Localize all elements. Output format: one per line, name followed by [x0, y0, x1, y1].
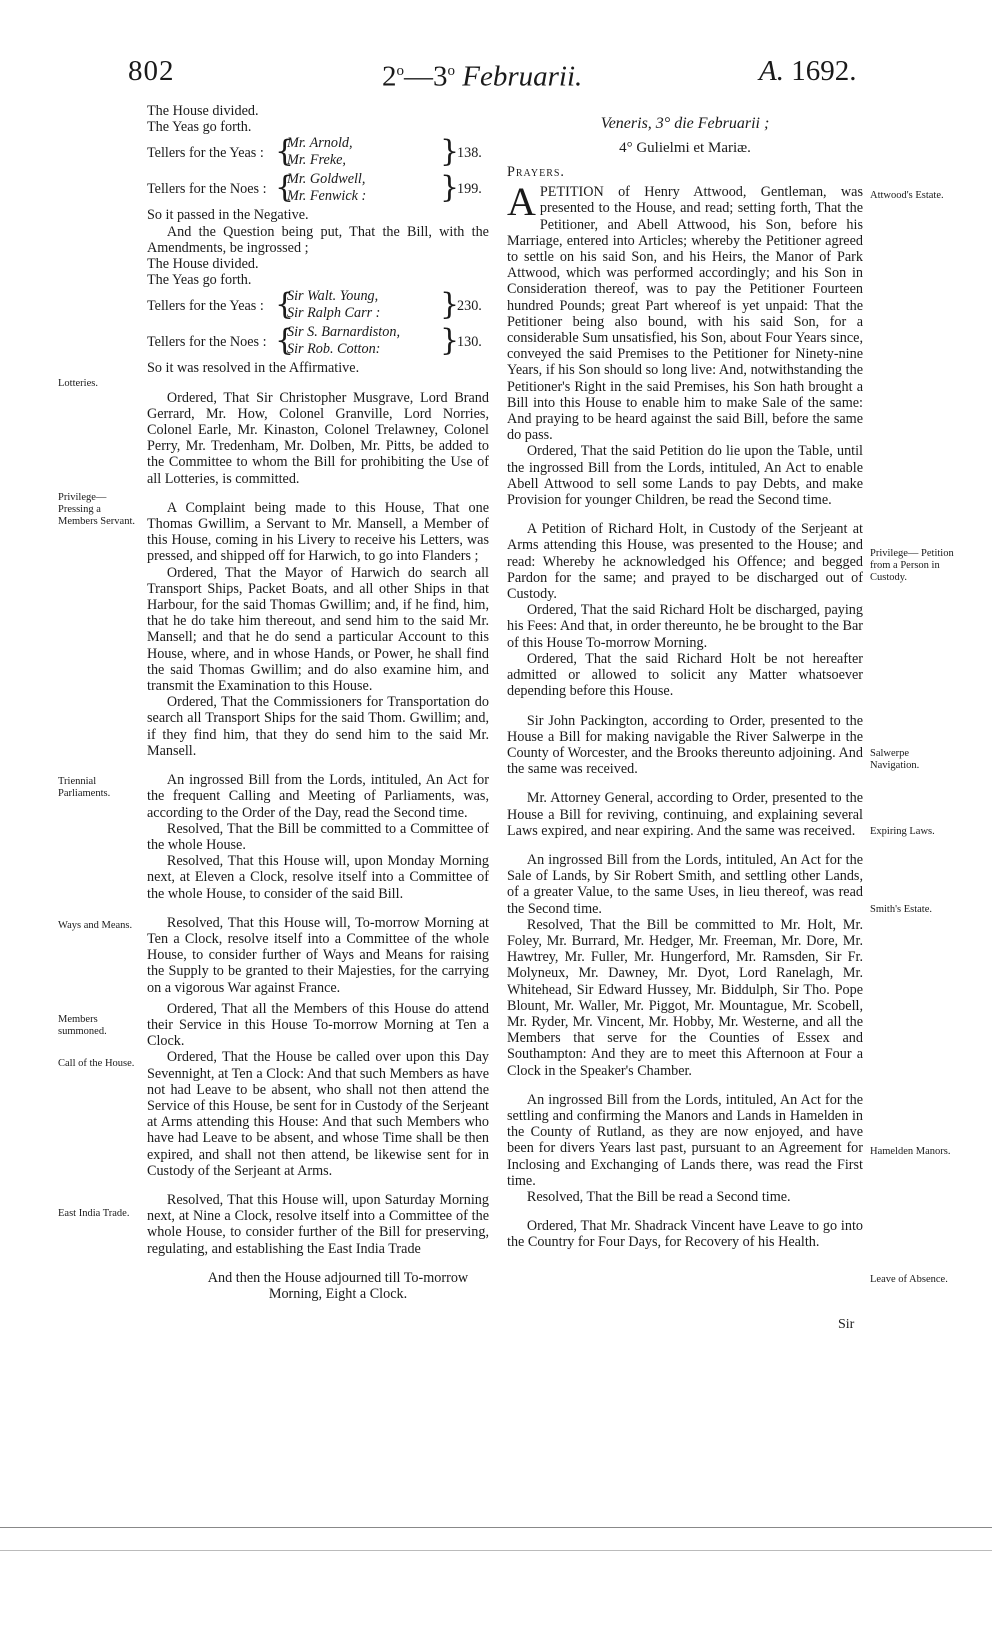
reign-heading: 4° Gulielmi et Mariæ.: [619, 140, 751, 156]
vote-count: 199.: [457, 181, 482, 198]
attwood-order-para: Ordered, That the said Petition do lie upon the Table, until the ingrossed Bill from the Lords, intituled, An Act to enable Abell Attwood to sell some Lands to pay Debts, and make Provision for younger Children, be read the Second time.: [507, 443, 863, 509]
margin-note-lotteries: Lotteries.: [58, 378, 98, 389]
question-para: And the Question being put, That the Bill, with the Amendments, be ingrossed ;: [147, 223, 489, 256]
margin-note-privilege: Privilege— Pressing a Members Servant.: [58, 492, 135, 527]
ways-means-para: Resolved, That this House will, To-morrow Morning at Ten a Clock, resolve itself into a Committee of the whole House, to consider further of Ways and Means for raising the Supply to be granted to their Majesties, for the carrying on a vigorous War against France.: [147, 914, 489, 996]
east-india-para: Resolved, That this House will, upon Saturday Morning next, at Nine a Clock, resolve itself into a Committee of the whole House, to consider further of the Bill for preserving, regulating, and establishing the East India Trade: [147, 1191, 489, 1257]
triennial-para: An ingrossed Bill from the Lords, intituled, An Act for the frequent Calling and Meeting of Parliaments, was, according to the Order of the Day, read the Second time.: [147, 772, 489, 821]
right-brace: }: [440, 134, 460, 170]
commissioners-order-para: Ordered, That the Commissioners for Transportation do search all Transport Ships for the said Thom. Gwillim; and, if they find him, that they do send him to the said Mr. Mansell.: [147, 694, 489, 759]
tellers-label: Tellers for the Yeas :: [147, 145, 264, 162]
vote-count: 130.: [457, 334, 482, 351]
catchword: Sir: [838, 1317, 855, 1332]
right-brace: }: [440, 323, 460, 359]
right-brace: }: [440, 170, 460, 206]
vincent-leave-para: Ordered, That Mr. Shadrack Vincent have Leave to go into the Country for Four Days, for Recovery of his Health.: [507, 1218, 863, 1251]
adjourn-para: And then the House adjourned till To-morrow Morning, Eight a Clock.: [207, 1269, 469, 1302]
running-year: [759, 54, 856, 88]
margin-note-call: Call of the House.: [58, 1058, 135, 1069]
right-column: [507, 114, 863, 1251]
date-end-sup: o: [447, 63, 455, 79]
lotteries-para: Ordered, That Sir Christopher Musgrave, Lord Brand Gerrard, Mr. How, Colonel Granville, Lord Norries, Colonel Earle, Mr. Kinaston, Colonel Trelawney, Colonel Perry, Mr. Tredenham, Mr. Dolben, Mr. Pitts, be added to the Committee to whom the Bill for prohibiting the Use of all Lotteries, is committed.: [147, 389, 489, 487]
margin-note-members: Members summoned.: [58, 1014, 107, 1037]
teller-name: Sir Walt. Young,: [287, 288, 379, 305]
hamelden-para: An ingrossed Bill from the Lords, intituled, An Act for the settling and confirming the Manors and Lands in Hamelden in the County of Rutland, as they are now enjoyed, and have been for divers Years last past, pursuant to an Agreement for Inclosing and Exchanging of Lands there, was read the First time.: [507, 1091, 863, 1189]
margin-note-privilege-person: Privilege— Petition from a Person in Custody.: [870, 548, 954, 583]
margin-note-smith: Smith's Estate.: [870, 904, 932, 915]
left-brace: {: [275, 323, 295, 359]
right-brace: }: [440, 287, 460, 323]
vote-count: 230.: [457, 298, 482, 315]
margin-note-east-india: East India Trade.: [58, 1208, 130, 1219]
left-column: [147, 103, 489, 1302]
holt-petition-para: A Petition of Richard Holt, in Custody of the Serjeant at Arms attending this House, was presented to the House; and read: Whereby he acknowledged his Offence; and begged Pardon for the same; and prayed to be discharged out of Custody.: [507, 521, 863, 603]
year-letter: A.: [759, 55, 784, 87]
monday-para: Resolved, That this House will, upon Monday Morning next, at Eleven a Clock, resolve itself into a Committee of the whole House, to consider of the said Bill.: [147, 853, 489, 902]
hamelden-second-para: Resolved, That the Bill be read a Second time.: [526, 1188, 791, 1205]
division-note: The House divided.: [147, 103, 259, 119]
teller-name: Sir Rob. Cotton:: [287, 341, 381, 358]
mayor-order-para: Ordered, That the Mayor of Harwich do search all Transport Ships, Packet Boats, and all other Ships in that Harbour, for the said Thomas Gwillim; and, if he find, him, that he do take him thereout, and send him to the said Mr. Mansell; and that he do send a particular Account to this House, where, and in whose Hands, or Power, he shall find the said Thomas Gwillim; and do also examine him, and transmit the Examination to this House.: [147, 564, 489, 695]
members-summoned-para: Ordered, That all the Members of this House do attend their Service in this House To-morrow Morning at Ten a Clock.: [147, 1000, 489, 1050]
yeas-note: The Yeas go forth.: [147, 272, 252, 289]
tellers-noes-2: [147, 324, 489, 360]
teller-name: Mr. Freke,: [287, 152, 346, 169]
margin-note-expiring: Expiring Laws.: [870, 826, 935, 837]
left-brace: {: [275, 170, 295, 206]
margin-note-triennial: Triennial Parliaments.: [58, 776, 111, 799]
tellers-label: Tellers for the Noes :: [147, 181, 267, 198]
salwerpe-para: Sir John Packington, according to Order, presented to the House a Bill for making navigable the River Salwerpe in the County of Worcester, and the Brooks thereunto adjoining. And the same was received.: [507, 712, 863, 778]
expiring-laws-para: Mr. Attorney General, according to Order, presented to the House a Bill for reviving, continuing, and explaining several Laws expired, and near expiring. And the same was received.: [507, 790, 863, 839]
tellers-label: Tellers for the Noes :: [147, 334, 267, 351]
margin-note-leave: Leave of Absence.: [870, 1274, 948, 1285]
yeas-note: The Yeas go forth.: [147, 119, 252, 136]
left-brace: {: [275, 287, 295, 323]
teller-name: Sir Ralph Carr :: [287, 305, 381, 322]
teller-name: Sir S. Barnardiston,: [287, 324, 400, 341]
prayers-heading: Prayers.: [507, 164, 565, 180]
result-note: So it was resolved in the Affirmative.: [147, 360, 360, 377]
complaint-para: A Complaint being made to this House, That one Thomas Gwillim, a Servant to Mr. Mansell, a Member of this House, coming in his Livery to receive his Letters, was pressed, and shipped off for Harwich, to go into Flanders ;: [147, 499, 489, 565]
drop-cap: A: [507, 179, 536, 225]
committed-para: Resolved, That the Bill be committed to a Committee of the whole House.: [147, 820, 489, 853]
margin-note-attwood: Attwood's Estate.: [870, 190, 944, 201]
attwood-petition-text: PETITION of Henry Attwood, Gentleman, was presented to the House, and read; setting forth, That the Petitioner, and Abell Attwood, his Son, before his Marriage, entered into Articles; whereby the Petitioner agreed to settle on his said Son, and his Heirs, the Manor of Park Attwood, which was performed accordingly; and his Son in Consideration thereof, was to pay the Petitioner Fourteen hundred Pounds; great Part whereof is yet unpaid: That the Petitioner being also bound, with his said Son, for a considerable Sum unsatisfied, his Son, about Four Years since, conveyed the said Premises to the Petitioner for Ninety-nine Years, if his Son should so long live: And, notwithstanding the Petitioner's Right in the said Premises, his Son hath brought a Bill into this House to enable him to make Sale of the same: And praying to be heard against the said Bill, before the same do pass.: [507, 184, 863, 444]
attwood-petition: [507, 179, 863, 444]
left-brace: {: [275, 134, 295, 170]
day-heading: Veneris, 3° die Februarii ;: [600, 115, 770, 132]
holt-not-admitted-para: Ordered, That the said Richard Holt be not hereafter admitted or allowed to solicit any Matter whatsoever depending before this House.: [507, 650, 863, 700]
division-note: The House divided.: [147, 256, 259, 273]
call-over-para: Ordered, That the House be called over upon this Day Sevennight, at Ten a Clock: And that such Members as have not had Leave to be absent, who shall not then attend the Service of this House, be sent for in Custody of the Serjeant at Arms attending this House: And that such Members who have had Leave to be absent, and whose Time shall be then expired, and shall not then attend, be likewise sent for in Custody of the Serjeant at Arms.: [147, 1049, 489, 1179]
tellers-label: Tellers for the Yeas :: [147, 298, 264, 315]
margin-note-ways: Ways and Means.: [58, 920, 133, 931]
smith-committed-para: Resolved, That the Bill be committed to Mr. Holt, Mr. Foley, Mr. Burrard, Mr. Hedger, Mr. Freeman, Mr. Dore, Mr. Hawtrey, Mr. Fuller, Mr. Hungerford, Mr. Ramsden, Sir Fr. Molyneux, Mr. Dawney, Mr. Dyot, Lord Ranelagh, Mr. Whitehead, Sir Edward Hussey, Mr. Biddulph, Sir Tho. Pope Blount, Mr. Waller, Mr. Piggot, Mr. Mountague, Mr. Scobell, Mr. Ryder, Mr. Vincent, Mr. Hobby, Mr. Westerne, and all the Members that serve for the Counties of Essex and Southampton: And they are to meet this Afternoon at Four a Clock in the Speaker's Chamber.: [507, 916, 863, 1079]
teller-name: Mr. Fenwick :: [287, 188, 367, 205]
tellers-yeas-2: [147, 288, 489, 324]
teller-name: Mr. Goldwell,: [287, 171, 366, 188]
date-start: 2: [382, 60, 397, 93]
year-number: 1692.: [791, 55, 857, 87]
running-date: [382, 54, 582, 94]
tellers-yeas-1: [147, 135, 489, 171]
tellers-noes-1: [147, 171, 489, 207]
result-note: So it passed in the Negative.: [147, 207, 309, 224]
holt-discharged-para: Ordered, That the said Richard Holt be discharged, paying his Fees: And that, in order thereunto, he be brought to the Bar of this House To-morrow Morning.: [507, 602, 863, 651]
smith-estate-para: An ingrossed Bill from the Lords, intituled, An Act for the Sale of Lands, by Sir Robert Smith, and settling other Lands, of a greater Value, to the same Uses, in lieu thereof, was read the Second time.: [507, 851, 863, 917]
page-number: 802: [128, 55, 175, 87]
date-month: Februarii.: [462, 60, 583, 93]
footer-rule: [0, 1550, 992, 1551]
date-start-sup: o: [396, 63, 404, 79]
vote-count: 138.: [457, 145, 482, 162]
footer-rule: [0, 1527, 992, 1528]
date-end: 3: [433, 60, 448, 93]
teller-name: Mr. Arnold,: [287, 135, 353, 152]
date-separator: —: [404, 60, 433, 93]
margin-note-salwerpe: Salwerpe Navigation.: [870, 748, 920, 771]
margin-note-hamelden: Hamelden Manors.: [870, 1146, 951, 1157]
